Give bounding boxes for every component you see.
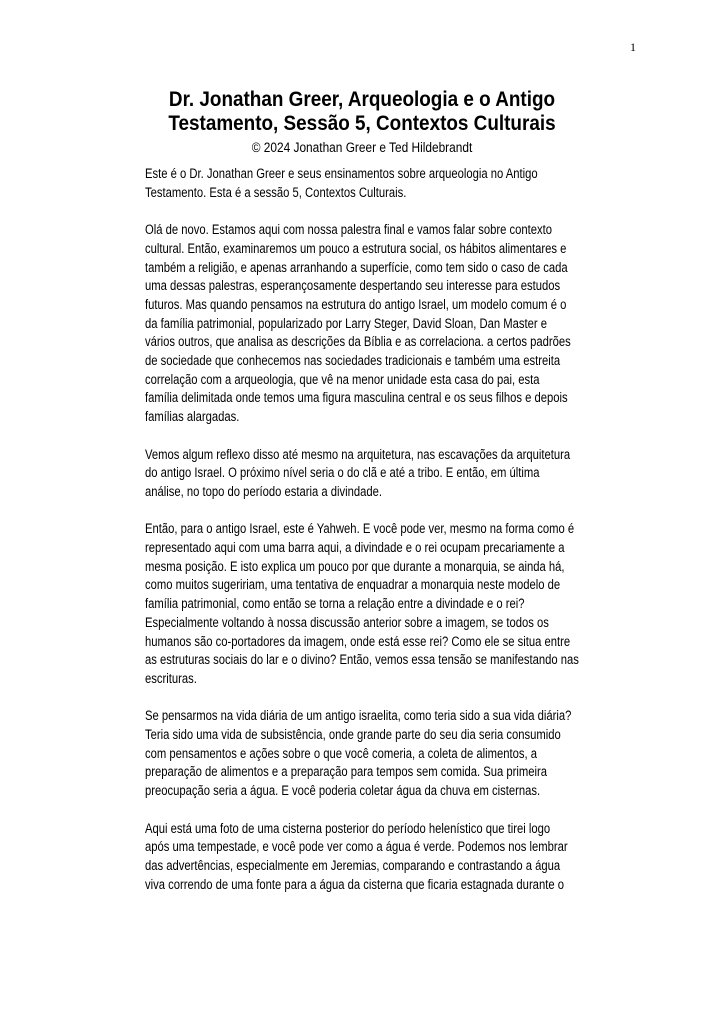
- text-line: futuros. Mas quando pensamos na estrutura do antigo Israel, um modelo comum é o: [145, 296, 567, 312]
- text-line: as estruturas sociais do lar e o divino? Então, vemos essa tensão se manifestando nas: [145, 652, 579, 668]
- text-line: preparação de alimentos e a preparação para tempos sem comida. Sua primeira: [145, 764, 548, 780]
- text-line: Então, para o antigo Israel, este é Yahweh. E você pode ver, mesmo na forma como é: [145, 521, 575, 537]
- text-line: mesma posição. E isto explica um pouco por que durante a monarquia, se ainda há,: [145, 558, 565, 574]
- text-line: Olá de novo. Estamos aqui com nossa palestra final e vamos falar sobre contexto: [145, 222, 553, 238]
- text-line: Se pensarmos na vida diária de um antigo israelita, como teria sido a sua vida diária?: [145, 708, 572, 724]
- text-line: Vemos algum reflexo disso até mesmo na arquitetura, nas escavações da arquitetura: [145, 446, 571, 462]
- paragraph: [145, 707, 582, 801]
- text-line: de sociedade que conhecemos nas sociedades tradicionais e também uma estreita: [145, 353, 561, 369]
- text-line: Aqui está uma foto de uma cisterna posterior do período helenístico que tirei logo: [145, 820, 551, 836]
- text-line: vários outros, que analisa as descrições da Bíblia e as correlaciona. a certos padrões: [145, 334, 571, 350]
- document-body: [145, 165, 582, 913]
- paragraph: [145, 820, 582, 895]
- text-line: escrituras.: [145, 670, 197, 686]
- text-line: análise, no topo do período estaria a divindade.: [145, 483, 383, 499]
- text-line: também a religião, e apenas arranhando a superfície, como tem sido o caso de cada: [145, 259, 568, 275]
- text-line: representado aqui com uma barra aqui, a divindade e o rei ocupam precariamente a: [145, 540, 565, 556]
- copyright-line: © 2024 Jonathan Greer e Ted Hildebrandt: [251, 140, 473, 155]
- text-line: da família patrimonial, popularizado por Larry Steger, David Sloan, Dan Master e: [145, 315, 548, 331]
- text-line: Este é o Dr. Jonathan Greer e seus ensinamentos sobre arqueologia no Antigo: [145, 166, 538, 181]
- text-line: família delimitada onde temos uma figura masculina central e os seus filhos e depois: [145, 390, 568, 406]
- paragraph: [145, 520, 582, 688]
- text-line: viva correndo de uma fonte para a água da cisterna que ficaria estagnada durante o: [145, 876, 564, 892]
- text-line: cultural. Então, examinaremos um pouco a estrutura social, os hábitos alimentares e: [145, 240, 567, 256]
- text-line: do antigo Israel. O próximo nível seria o do clã e até a tribo. E então, em última: [145, 465, 540, 481]
- text-line: após uma tempestade, e você pode ver como a água é verde. Podemos nos lembrar: [145, 839, 568, 855]
- page-number: 1: [630, 40, 636, 54]
- text-line: famílias alargadas.: [145, 409, 240, 425]
- text-line: preocupação seria a água. E você poderia coletar água da chuva em cisternas.: [145, 783, 541, 799]
- paragraph: [145, 221, 582, 427]
- document-title: [36, 88, 688, 136]
- title-line: Dr. Jonathan Greer, Arqueologia e o Antigo: [168, 88, 556, 111]
- paragraph: [145, 446, 582, 502]
- paragraph: [145, 165, 582, 202]
- text-line: família patrimonial, como então se torna a relação entre a divindade e o rei?: [145, 596, 525, 612]
- text-line: como muitos sugeririam, uma tentativa de enquadrar a monarquia neste modelo de: [145, 577, 561, 593]
- text-line: Especialmente voltando à nossa discussão anterior sobre a imagem, se todos os: [145, 614, 549, 630]
- text-line: Teria sido uma vida de subsistência, onde grande parte do seu dia seria consumido: [145, 727, 561, 743]
- text-line: das advertências, especialmente em Jeremias, comparando e contrastando a água: [145, 857, 561, 873]
- text-line: uma dessas palestras, esperançosamente despertando seu interesse para estudos: [145, 278, 561, 294]
- title-line: Testamento, Sessão 5, Contextos Culturais: [168, 112, 556, 135]
- text-line: com pensamentos e ações sobre o que você comeria, a coleta de alimentos, a: [145, 745, 538, 761]
- text-line: humanos são co-portadores da imagem, onde está esse rei? Como ele se situa entre: [145, 633, 571, 649]
- text-line: correlação com a arqueologia, que vê na menor unidade esta casa do pai, esta: [145, 371, 540, 387]
- text-line: Testamento. Esta é a sessão 5, Contextos Culturais.: [145, 184, 407, 200]
